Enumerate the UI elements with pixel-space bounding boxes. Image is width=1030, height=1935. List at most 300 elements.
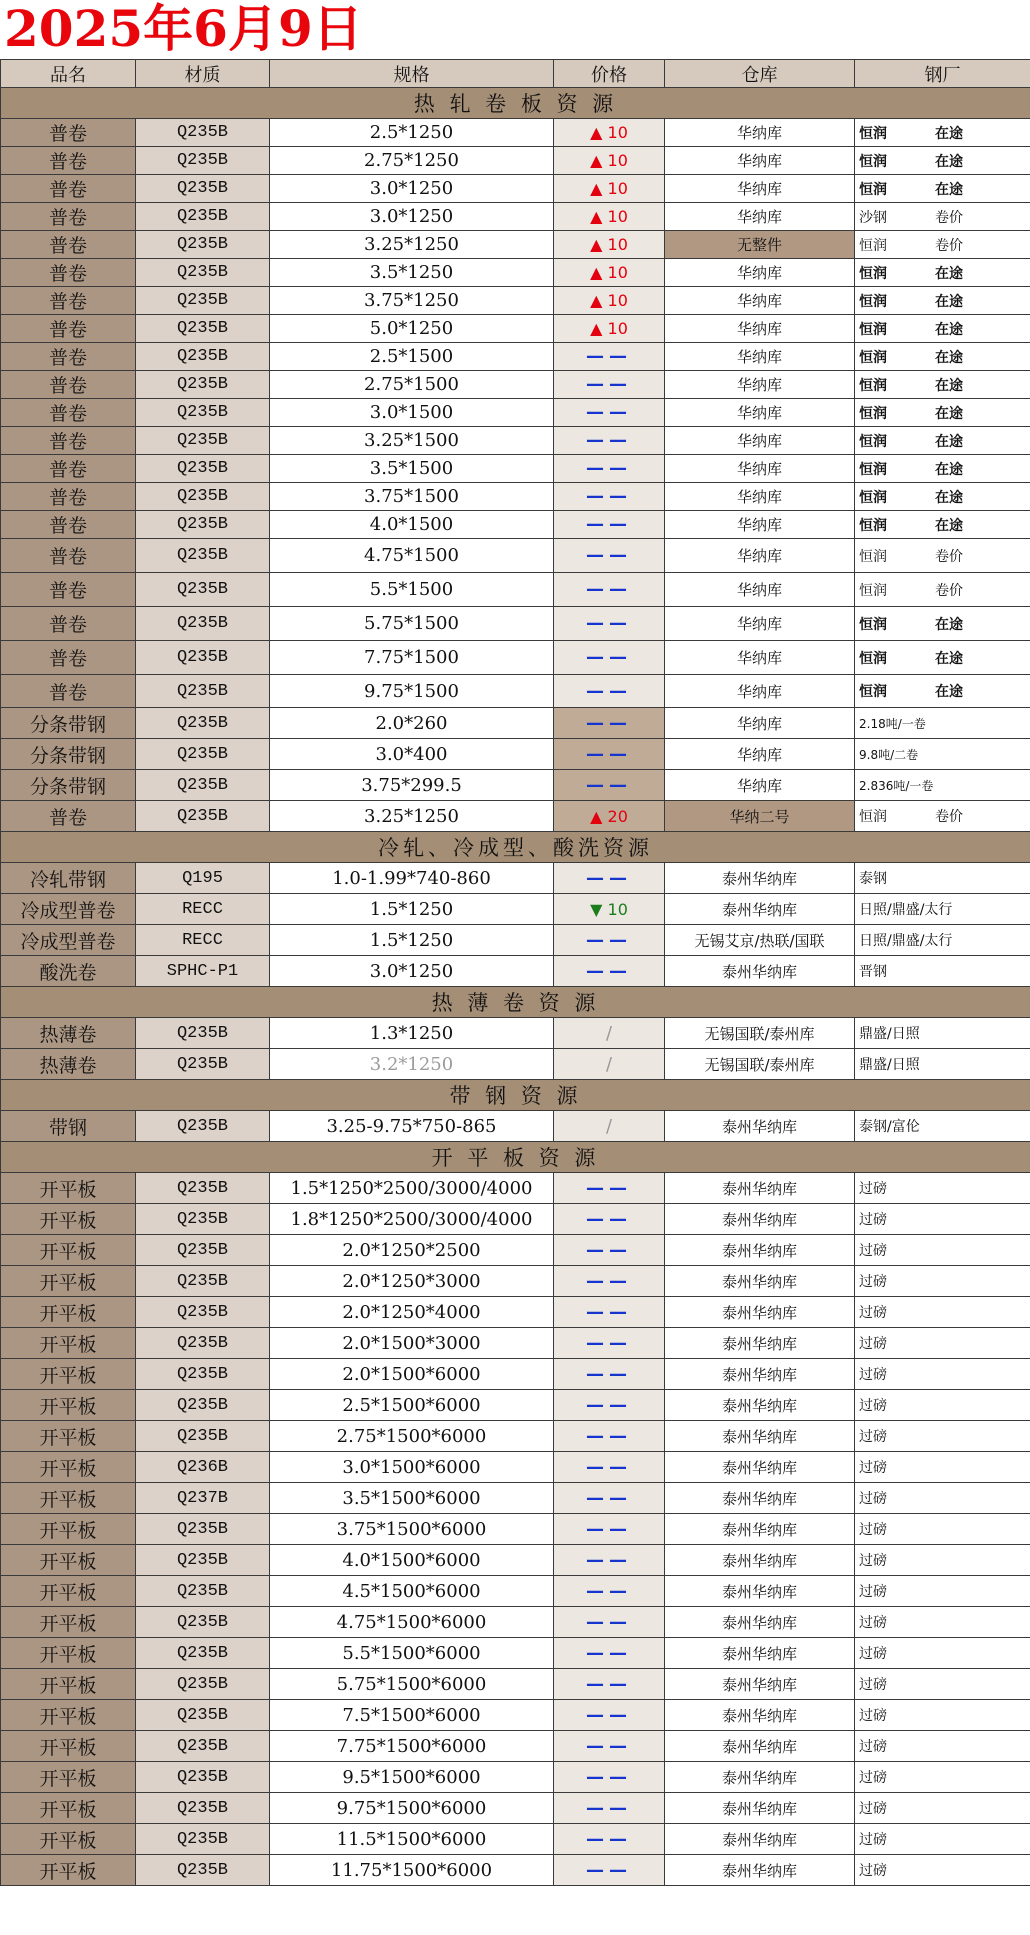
mill-cell — [855, 1328, 1030, 1359]
mill-cell — [855, 1018, 1030, 1049]
product-name-cell: 开平板 — [1, 1173, 136, 1204]
price-change: ▲ 20 — [590, 806, 628, 826]
price-change: —— — [586, 1766, 632, 1788]
warehouse-cell: 华纳库 — [665, 511, 855, 539]
price-change: ▲ 10 — [590, 235, 628, 254]
product-name-cell: 开平板 — [1, 1235, 136, 1266]
mill-status: 在途 — [935, 517, 963, 534]
spec-cell: 2.0*1500*6000 — [270, 1359, 554, 1390]
table-row — [1, 231, 1030, 259]
mill-cell — [855, 539, 1030, 573]
spec-cell: 1.3*1250 — [270, 1018, 554, 1049]
price-cell — [554, 1793, 665, 1824]
material-cell: Q235B — [136, 1669, 270, 1700]
table-row — [1, 1359, 1030, 1390]
material-cell: Q235B — [136, 511, 270, 539]
product-name-cell: 开平板 — [1, 1390, 136, 1421]
mill-cell — [855, 203, 1030, 231]
warehouse-cell: 泰州华纳库 — [665, 1762, 855, 1793]
material-cell: Q235B — [136, 1638, 270, 1669]
spec-cell: 11.5*1500*6000 — [270, 1824, 554, 1855]
mill-status: 在途 — [935, 461, 963, 478]
mill-name: 泰钢 — [859, 871, 887, 887]
price-change: —— — [586, 1456, 632, 1478]
product-name-cell: 普卷 — [1, 231, 136, 259]
price-change: —— — [586, 545, 632, 566]
mill-name: 过磅 — [859, 1863, 887, 1879]
mill-cell — [855, 1669, 1030, 1700]
spec-cell: 3.75*1250 — [270, 287, 554, 315]
mill-name: 2.836吨/一卷 — [859, 778, 934, 793]
product-name-cell: 开平板 — [1, 1452, 136, 1483]
mill-cell — [855, 511, 1030, 539]
table-row — [1, 483, 1030, 511]
material-cell: Q235B — [136, 739, 270, 770]
mill-name: 过磅 — [859, 1336, 887, 1352]
product-name-cell: 热薄卷 — [1, 1049, 136, 1080]
mill-name: 恒润 — [859, 405, 887, 422]
table-row — [1, 1235, 1030, 1266]
warehouse-cell: 泰州华纳库 — [665, 1576, 855, 1607]
mill-cell — [855, 1638, 1030, 1669]
product-name-cell: 开平板 — [1, 1855, 136, 1886]
warehouse-cell: 泰州华纳库 — [665, 1266, 855, 1297]
mill-cell — [855, 1204, 1030, 1235]
price-cell — [554, 259, 665, 287]
table-row — [1, 1824, 1030, 1855]
material-cell: Q235B — [136, 231, 270, 259]
price-change: —— — [586, 1673, 632, 1695]
table-row — [1, 147, 1030, 175]
price-change: —— — [586, 1301, 632, 1323]
spec-cell: 1.5*1250 — [270, 925, 554, 956]
spec-cell: 5.5*1500*6000 — [270, 1638, 554, 1669]
price-change: —— — [586, 458, 632, 479]
price-change: ▲ 10 — [590, 263, 628, 282]
product-name-cell: 普卷 — [1, 287, 136, 315]
price-cell — [554, 1638, 665, 1669]
spec-cell: 5.0*1250 — [270, 315, 554, 343]
price-sheet — [0, 59, 1030, 1886]
table-row — [1, 925, 1030, 956]
mill-cell — [855, 1452, 1030, 1483]
warehouse-cell: 泰州华纳库 — [665, 1390, 855, 1421]
product-name-cell: 普卷 — [1, 539, 136, 573]
mill-name: 过磅 — [859, 1739, 887, 1755]
price-change: —— — [586, 1549, 632, 1571]
mill-cell — [855, 1576, 1030, 1607]
price-cell — [554, 1049, 665, 1080]
mill-name: 过磅 — [859, 1398, 887, 1414]
material-cell: Q235B — [136, 1297, 270, 1328]
header-mill: 钢厂 — [855, 60, 1030, 88]
price-change: —— — [586, 514, 632, 535]
section-title: 热 薄 卷 资 源 — [1, 987, 1030, 1018]
material-cell: Q235B — [136, 455, 270, 483]
mill-status: 在途 — [935, 125, 963, 142]
price-cell — [554, 483, 665, 511]
spec-cell: 2.0*260 — [270, 708, 554, 739]
table-row — [1, 956, 1030, 987]
mill-cell — [855, 1266, 1030, 1297]
product-name-cell: 冷成型普卷 — [1, 894, 136, 925]
price-cell — [554, 1390, 665, 1421]
price-cell — [554, 539, 665, 573]
mill-name: 恒润 — [859, 809, 887, 825]
warehouse-cell: 华纳库 — [665, 399, 855, 427]
mill-status: 卷价 — [935, 548, 963, 565]
spec-cell: 3.5*1500 — [270, 455, 554, 483]
price-cell — [554, 641, 665, 675]
warehouse-cell: 泰州华纳库 — [665, 956, 855, 987]
price-change: —— — [586, 1859, 632, 1881]
table-row — [1, 1173, 1030, 1204]
mill-cell — [855, 1111, 1030, 1142]
mill-name: 恒润 — [859, 650, 887, 667]
mill-name: 日照/鼎盛/太行 — [859, 902, 953, 918]
table-row — [1, 1018, 1030, 1049]
mill-name: 过磅 — [859, 1832, 887, 1848]
mill-cell — [855, 483, 1030, 511]
warehouse-cell: 华纳库 — [665, 607, 855, 641]
price-change: —— — [586, 1363, 632, 1385]
price-change: —— — [586, 430, 632, 451]
header-name: 品名 — [1, 60, 136, 88]
mill-cell — [855, 119, 1030, 147]
warehouse-cell: 华纳库 — [665, 427, 855, 455]
product-name-cell: 开平板 — [1, 1545, 136, 1576]
mill-name: 恒润 — [859, 582, 887, 599]
spec-cell: 3.2*1250 — [270, 1049, 554, 1080]
price-cell — [554, 675, 665, 708]
mill-cell — [855, 925, 1030, 956]
warehouse-cell: 华纳库 — [665, 573, 855, 607]
price-cell — [554, 1266, 665, 1297]
warehouse-cell: 无锡国联/泰州库 — [665, 1049, 855, 1080]
material-cell: Q235B — [136, 343, 270, 371]
spec-cell: 3.75*1500*6000 — [270, 1514, 554, 1545]
spec-cell: 4.5*1500*6000 — [270, 1576, 554, 1607]
material-cell: Q235B — [136, 607, 270, 641]
price-change: ▲ 10 — [590, 291, 628, 310]
spec-cell: 2.0*1250*3000 — [270, 1266, 554, 1297]
mill-name: 2.18吨/一卷 — [859, 716, 926, 731]
price-change: —— — [586, 712, 632, 734]
table-row — [1, 863, 1030, 894]
table-row — [1, 343, 1030, 371]
mill-cell — [855, 1235, 1030, 1266]
price-cell — [554, 770, 665, 801]
product-name-cell: 普卷 — [1, 203, 136, 231]
product-name-cell: 普卷 — [1, 483, 136, 511]
spec-cell: 5.75*1500 — [270, 607, 554, 641]
price-cell — [554, 925, 665, 956]
mill-cell — [855, 371, 1030, 399]
mill-name: 过磅 — [859, 1770, 887, 1786]
price-cell — [554, 1235, 665, 1266]
header-spec: 规格 — [270, 60, 554, 88]
price-change: ▼ 10 — [590, 899, 628, 919]
product-name-cell: 开平板 — [1, 1576, 136, 1607]
mill-name: 过磅 — [859, 1460, 887, 1476]
mill-cell — [855, 1514, 1030, 1545]
material-cell: Q235B — [136, 708, 270, 739]
price-cell — [554, 203, 665, 231]
mill-name: 过磅 — [859, 1646, 887, 1662]
price-change: —— — [586, 1611, 632, 1633]
price-change: —— — [586, 1797, 632, 1819]
spec-cell: 2.75*1500*6000 — [270, 1421, 554, 1452]
warehouse-cell: 华纳库 — [665, 675, 855, 708]
product-name-cell: 开平板 — [1, 1297, 136, 1328]
price-change: —— — [586, 960, 632, 982]
spec-cell: 3.25*1250 — [270, 231, 554, 259]
material-cell: RECC — [136, 894, 270, 925]
table-row — [1, 1204, 1030, 1235]
price-cell — [554, 1576, 665, 1607]
section-title: 开 平 板 资 源 — [1, 1142, 1030, 1173]
warehouse-cell: 华纳库 — [665, 147, 855, 175]
price-cell — [554, 573, 665, 607]
product-name-cell: 普卷 — [1, 801, 136, 832]
price-cell — [554, 399, 665, 427]
price-change: —— — [586, 1828, 632, 1850]
material-cell: Q235B — [136, 203, 270, 231]
section-header-row — [1, 1142, 1030, 1173]
mill-status: 在途 — [935, 349, 963, 366]
product-name-cell: 热薄卷 — [1, 1018, 136, 1049]
mill-name: 沙钢 — [859, 209, 887, 226]
mill-cell — [855, 1607, 1030, 1638]
section-header-row — [1, 987, 1030, 1018]
mill-cell — [855, 1049, 1030, 1080]
mill-name: 过磅 — [859, 1212, 887, 1228]
spec-cell: 9.5*1500*6000 — [270, 1762, 554, 1793]
price-change: —— — [586, 743, 632, 765]
mill-cell — [855, 343, 1030, 371]
product-name-cell: 冷轧带钢 — [1, 863, 136, 894]
material-cell: Q237B — [136, 1483, 270, 1514]
price-cell — [554, 315, 665, 343]
price-change: —— — [586, 867, 632, 889]
mill-cell — [855, 455, 1030, 483]
warehouse-cell: 华纳库 — [665, 708, 855, 739]
mill-name: 恒润 — [859, 433, 887, 450]
table-row — [1, 511, 1030, 539]
price-cell — [554, 119, 665, 147]
mill-cell — [855, 1762, 1030, 1793]
mill-name: 恒润 — [859, 125, 887, 142]
price-cell — [554, 147, 665, 175]
mill-cell — [855, 1173, 1030, 1204]
spec-cell: 2.5*1500*6000 — [270, 1390, 554, 1421]
material-cell: Q235B — [136, 573, 270, 607]
spec-cell: 9.75*1500*6000 — [270, 1793, 554, 1824]
material-cell: Q235B — [136, 675, 270, 708]
mill-name: 恒润 — [859, 461, 887, 478]
product-name-cell: 普卷 — [1, 371, 136, 399]
spec-cell: 1.5*1250 — [270, 894, 554, 925]
mill-status: 卷价 — [935, 809, 963, 825]
material-cell: Q236B — [136, 1452, 270, 1483]
spec-cell: 3.0*1250 — [270, 203, 554, 231]
warehouse-cell: 泰州华纳库 — [665, 1421, 855, 1452]
spec-cell: 2.75*1500 — [270, 371, 554, 399]
material-cell: Q235B — [136, 427, 270, 455]
mill-cell — [855, 1855, 1030, 1886]
price-change: ▲ 10 — [590, 179, 628, 198]
mill-cell — [855, 1545, 1030, 1576]
mill-status: 在途 — [935, 489, 963, 506]
price-change: —— — [586, 1704, 632, 1726]
mill-cell — [855, 894, 1030, 925]
price-cell — [554, 708, 665, 739]
spec-cell: 4.0*1500*6000 — [270, 1545, 554, 1576]
price-change: —— — [586, 929, 632, 951]
mill-cell — [855, 259, 1030, 287]
price-change: —— — [586, 402, 632, 423]
price-cell — [554, 1359, 665, 1390]
price-change: —— — [586, 1735, 632, 1757]
price-cell — [554, 739, 665, 770]
spec-cell: 5.75*1500*6000 — [270, 1669, 554, 1700]
price-cell — [554, 801, 665, 832]
table-row — [1, 1855, 1030, 1886]
price-change: / — [605, 1022, 613, 1044]
table-row — [1, 1700, 1030, 1731]
material-cell: Q235B — [136, 770, 270, 801]
spec-cell: 2.5*1500 — [270, 343, 554, 371]
material-cell: Q235B — [136, 1359, 270, 1390]
product-name-cell: 普卷 — [1, 675, 136, 708]
warehouse-cell: 华纳库 — [665, 315, 855, 343]
price-cell — [554, 1173, 665, 1204]
table-row — [1, 1545, 1030, 1576]
material-cell: Q235B — [136, 1824, 270, 1855]
material-cell: Q235B — [136, 175, 270, 203]
price-cell — [554, 1762, 665, 1793]
spec-cell: 2.75*1250 — [270, 147, 554, 175]
spec-cell: 1.5*1250*2500/3000/4000 — [270, 1173, 554, 1204]
material-cell: Q235B — [136, 1421, 270, 1452]
mill-name: 过磅 — [859, 1243, 887, 1259]
material-cell: Q235B — [136, 1018, 270, 1049]
product-name-cell: 普卷 — [1, 119, 136, 147]
material-cell: Q235B — [136, 147, 270, 175]
spec-cell: 3.0*1500 — [270, 399, 554, 427]
material-cell: Q235B — [136, 1731, 270, 1762]
product-name-cell: 开平板 — [1, 1328, 136, 1359]
warehouse-cell: 泰州华纳库 — [665, 863, 855, 894]
material-cell: Q235B — [136, 1855, 270, 1886]
price-cell — [554, 343, 665, 371]
price-change: ▲ 10 — [590, 151, 628, 170]
warehouse-cell: 华纳库 — [665, 287, 855, 315]
spec-cell: 9.75*1500 — [270, 675, 554, 708]
warehouse-cell: 泰州华纳库 — [665, 1235, 855, 1266]
price-cell — [554, 607, 665, 641]
spec-cell: 3.25-9.75*750-865 — [270, 1111, 554, 1142]
product-name-cell: 开平板 — [1, 1793, 136, 1824]
table-row — [1, 203, 1030, 231]
mill-status: 在途 — [935, 684, 963, 700]
table-row — [1, 739, 1030, 770]
warehouse-cell: 泰州华纳库 — [665, 1607, 855, 1638]
material-cell: Q235B — [136, 801, 270, 832]
warehouse-cell: 华纳库 — [665, 455, 855, 483]
product-name-cell: 开平板 — [1, 1266, 136, 1297]
product-name-cell: 开平板 — [1, 1421, 136, 1452]
price-cell — [554, 1452, 665, 1483]
mill-cell — [855, 641, 1030, 675]
product-name-cell: 开平板 — [1, 1731, 136, 1762]
material-cell: Q235B — [136, 287, 270, 315]
mill-cell — [855, 1731, 1030, 1762]
price-cell — [554, 1700, 665, 1731]
price-cell — [554, 1669, 665, 1700]
price-change: / — [605, 1115, 613, 1137]
product-name-cell: 普卷 — [1, 607, 136, 641]
mill-cell — [855, 1421, 1030, 1452]
mill-status: 卷价 — [935, 209, 963, 226]
price-change: —— — [586, 374, 632, 395]
price-change: —— — [586, 613, 632, 634]
warehouse-cell: 华纳库 — [665, 739, 855, 770]
warehouse-cell: 华纳库 — [665, 371, 855, 399]
price-change: ▲ 10 — [590, 319, 628, 338]
mill-cell — [855, 147, 1030, 175]
mill-status: 在途 — [935, 265, 963, 282]
product-name-cell: 开平板 — [1, 1669, 136, 1700]
mill-name: 过磅 — [859, 1305, 887, 1321]
mill-name: 过磅 — [859, 1584, 887, 1600]
warehouse-cell: 泰州华纳库 — [665, 1824, 855, 1855]
mill-name: 过磅 — [859, 1367, 887, 1383]
spec-cell: 3.5*1250 — [270, 259, 554, 287]
table-row — [1, 287, 1030, 315]
table-row — [1, 708, 1030, 739]
mill-status: 卷价 — [935, 237, 963, 254]
product-name-cell: 普卷 — [1, 511, 136, 539]
material-cell: Q235B — [136, 539, 270, 573]
spec-cell: 3.25*1500 — [270, 427, 554, 455]
price-cell — [554, 511, 665, 539]
mill-name: 9.8吨/二卷 — [859, 747, 919, 762]
spec-cell: 5.5*1500 — [270, 573, 554, 607]
spec-cell: 3.75*1500 — [270, 483, 554, 511]
mill-name: 日照/鼎盛/太行 — [859, 933, 953, 949]
price-cell — [554, 894, 665, 925]
mill-status: 在途 — [935, 405, 963, 422]
price-change: —— — [586, 680, 632, 702]
price-change: —— — [586, 346, 632, 367]
warehouse-cell: 泰州华纳库 — [665, 1297, 855, 1328]
mill-name: 恒润 — [859, 548, 887, 565]
mill-status: 在途 — [935, 321, 963, 338]
mill-cell — [855, 1483, 1030, 1514]
mill-status: 在途 — [935, 433, 963, 450]
table-row — [1, 539, 1030, 573]
mill-name: 过磅 — [859, 1522, 887, 1538]
table-row — [1, 770, 1030, 801]
spec-cell: 3.0*1250 — [270, 175, 554, 203]
price-change: —— — [586, 1239, 632, 1261]
mill-name: 鼎盛/日照 — [859, 1057, 920, 1073]
mill-name: 过磅 — [859, 1708, 887, 1724]
material-cell: Q235B — [136, 1173, 270, 1204]
warehouse-cell: 华纳二号 — [665, 801, 855, 832]
price-change: —— — [586, 1394, 632, 1416]
